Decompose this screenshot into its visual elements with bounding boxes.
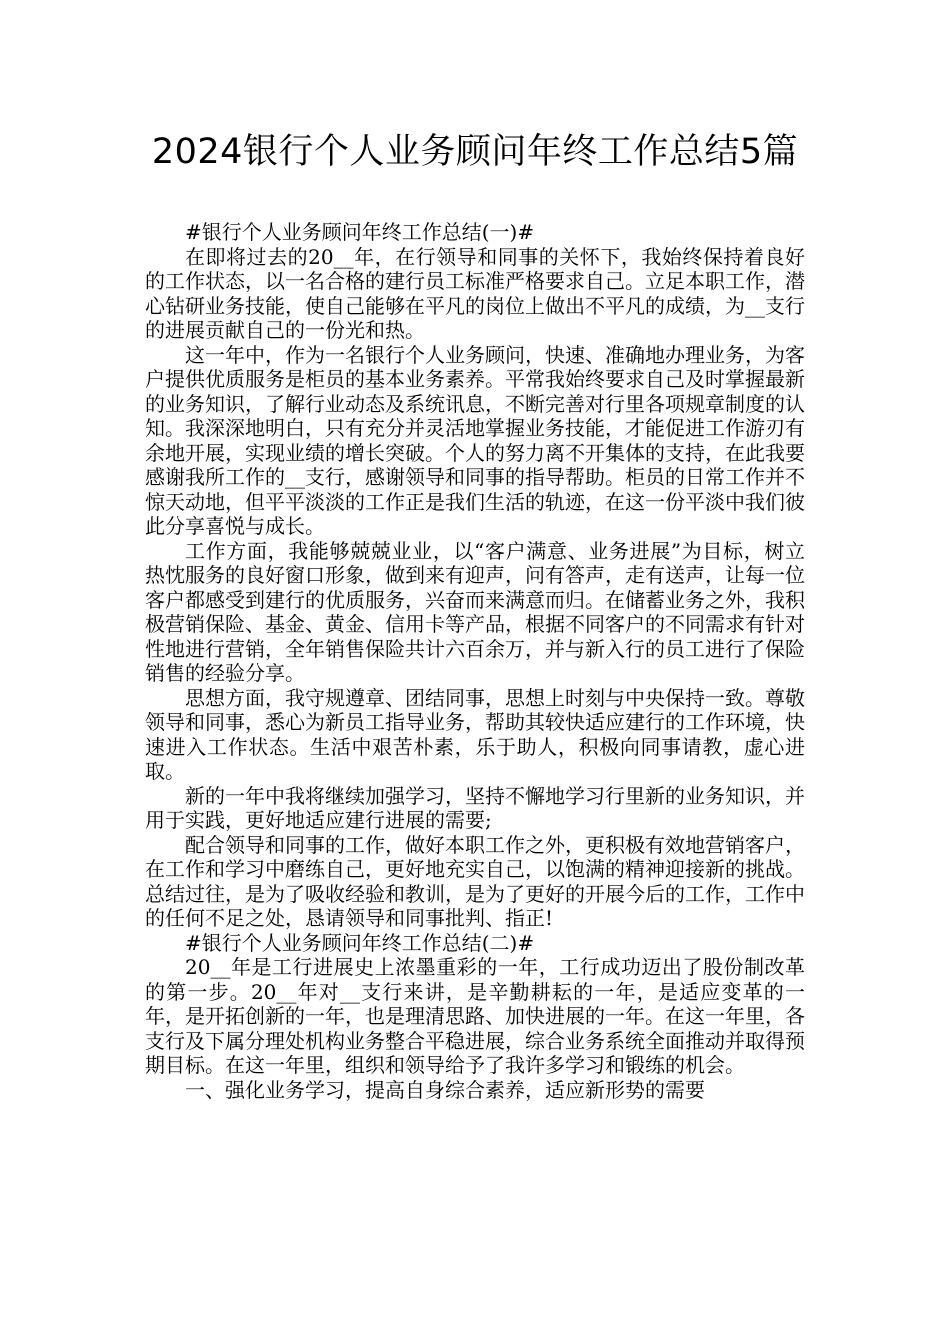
document-title: 2024银行个人业务顾问年终工作总结5篇: [151, 132, 799, 172]
paragraph: 新的一年中我将继续加强学习，坚持不懈地学习行里新的业务知识，并用于实践，更好地适应建行进展的需要;: [145, 783, 805, 832]
document-body: [145, 220, 805, 1102]
paragraph: 思想方面，我守规遵章、团结同事，思想上时刻与中央保持一致。尊敬领导和同事，悉心为新员工指导业务，帮助其较快适应建行的工作环境，快速进入工作状态。生活中艰苦朴素，乐于助人，积极向同事请教，虚心进取。: [145, 685, 805, 783]
subsection-heading: 一、强化业务学习，提高自身综合素养，适应新形势的需要: [185, 1077, 705, 1102]
section-heading-1: #银行个人业务顾问年终工作总结(一)#: [185, 220, 535, 244]
paragraph: 配合领导和同事的工作，做好本职工作之外，更积极有效地营销客户，在工作和学习中磨练自己，更好地充实自己，以饱满的精神迎接新的挑战。总结过往，是为了吸收经验和教训，是为了更好的开展今后的工作，工作中的任何不足之处，恳请领导和同事批判、指正!: [145, 832, 805, 930]
paragraph: 工作方面，我能够兢兢业业，以“客户满意、业务进展”为目标，树立热忱服务的良好窗口形象，做到来有迎声，问有答声，走有送声，让每一位客户都感受到建行的优质服务，兴奋而来满意而归。在储蓄业务之外，我积极营销保险、基金、黄金、信用卡等产品，根据不同客户的不同需求有针对性地进行营销，全年销售保险共计六百余万，并与新入行的员工进行了保险销售的经验分享。: [145, 538, 805, 685]
section-heading-2: #银行个人业务顾问年终工作总结(二)#: [185, 930, 535, 955]
paragraph: 20__年是工行进展史上浓墨重彩的一年，工行成功迈出了股份制改革的第一步。20__年对__支行来讲，是辛勤耕耘的一年，是适应变革的一年，是开拓创新的一年，也是理清思路、加快进展的一年。在这一年里，各支行及下属分理处机构业务整合平稳进展，综合业务系统全面推动并取得预期目标。在这一年里，组织和领导给予了我许多学习和锻练的机会。: [145, 955, 805, 1077]
paragraph: 在即将过去的20__年，在行领导和同事的关怀下，我始终保持着良好的工作状态，以一名合格的建行员工标准严格要求自己。立足本职工作，潜心钻研业务技能，使自己能够在平凡的岗位上做出不平凡的成绩，为__支行的进展贡献自己的一份光和热。: [145, 244, 805, 342]
paragraph: 这一年中，作为一名银行个人业务顾问，快速、准确地办理业务，为客户提供优质服务是柜员的基本业务素养。平常我始终要求自己及时掌握最新的业务知识，了解行业动态及系统讯息，不断完善对行里各项规章制度的认知。我深深地明白，只有充分并灵活地掌握业务技能，才能促进工作游刃有余地开展，实现业绩的增长突破。个人的努力离不开集体的支持，在此我要感谢我所工作的__支行，感谢领导和同事的指导帮助。柜员的日常工作并不惊天动地，但平平淡淡的工作正是我们生活的轨迹，在这一份平淡中我们彼此分享喜悦与成长。: [145, 342, 805, 538]
